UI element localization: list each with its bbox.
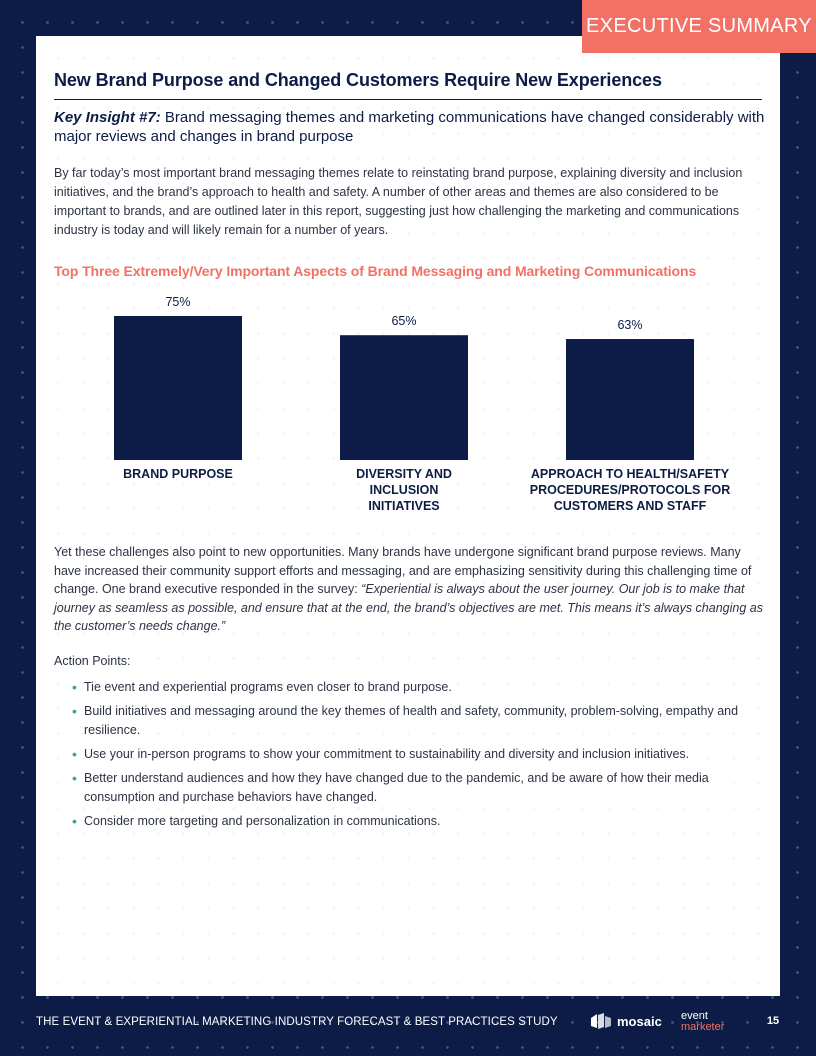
bullet-icon: • [72, 679, 77, 695]
body-paragraph-2 [54, 543, 766, 636]
page-number: 15 [766, 1015, 780, 1027]
action-point-text: Build initiatives and messaging around the key themes of health and safety, community, problem-solving, empathy and resilience. [84, 704, 739, 737]
footer-study-title: THE EVENT & EXPERIENTIAL MARKETING INDUSTRY FORECAST & BEST PRACTICES STUDY [36, 1016, 558, 1028]
executive-quote: “Experiential is always about the user journey. Our job is to make that journey as seamless as possible, and ensure that at the end, the brand’s objectives are met. This means it’s always changing as the customer’s needs change.” [54, 582, 763, 633]
bullet-icon: • [72, 770, 77, 786]
action-point [72, 769, 766, 807]
section-tag-label: EXECUTIVE SUMMARY [586, 15, 812, 37]
action-points-label: Action Points: [54, 654, 131, 668]
action-point-text: Tie event and experiential programs even closer to brand purpose. [84, 680, 452, 694]
category-label-line: PROCEDURES/PROTOCOLS FOR [529, 483, 731, 497]
bar [566, 339, 694, 460]
event-marketer-logo [681, 1011, 724, 1033]
event-marketer-logo-bottom: marketer [681, 1021, 725, 1033]
action-points-list [72, 678, 766, 836]
chart-title: Top Three Extremely/Very Important Aspects of Brand Messaging and Marketing Communications [54, 263, 697, 279]
action-point-text: Consider more targeting and personalization in communications. [84, 814, 441, 828]
action-point-text: Use your in-person programs to show your commitment to sustainability and diversity and inclusion initiatives. [84, 747, 690, 761]
key-insight-text: Brand messaging themes and marketing communications have changed considerably with major reviews and changes in brand purpose [54, 109, 765, 145]
intro-paragraph: By far today’s most important brand messaging themes relate to reinstating brand purpose, explaining diversity and inclusion initiatives, and the brand’s approach to health and safety. A number of other areas and themes are also considered to be important to brands, and are outlined later in this report, suggesting just how challenging the marketing and communications industry is today and will likely remain for a number of years. [54, 166, 743, 237]
page-title: New Brand Purpose and Changed Customers Require New Experiences [54, 70, 662, 90]
mosaic-logo-icon [590, 1012, 612, 1030]
bar [114, 316, 242, 460]
category-label [123, 467, 233, 481]
category-label-line: INITIATIVES [368, 499, 440, 513]
bar [340, 335, 468, 460]
action-point [72, 812, 766, 831]
data-label: 65% [391, 314, 417, 329]
bar-chart [54, 290, 766, 530]
data-label: 75% [165, 295, 191, 309]
key-insight-label: Key Insight #7: [54, 109, 161, 126]
category-label-line: CUSTOMERS AND STAFF [553, 499, 707, 513]
action-point [72, 745, 766, 764]
bullet-icon: • [72, 746, 77, 762]
data-label: 63% [617, 318, 643, 333]
category-label-line: INCLUSION [369, 483, 439, 497]
category-label-line: APPROACH TO HEALTH/SAFETY [530, 467, 730, 481]
action-point [72, 678, 766, 697]
mosaic-logo [590, 1012, 662, 1030]
section-tag [582, 0, 816, 53]
body-paragraph-2-text: Yet these challenges also point to new opportunities. Many brands have undergone significant brand purpose reviews. Many have increased their community support efforts and messaging, and are emphasizing sensitivity during this challenging time of change. One brand executive responded in the survey: [54, 545, 752, 596]
category-label [356, 467, 452, 513]
category-label [530, 467, 730, 513]
key-insight [54, 108, 766, 146]
bullet-icon: • [72, 703, 77, 719]
title-divider [54, 99, 762, 100]
bullet-icon: • [72, 813, 77, 829]
category-label-line: BRAND PURPOSE [123, 467, 233, 481]
category-label-line: DIVERSITY AND [356, 467, 452, 481]
mosaic-logo-text: mosaic [617, 1013, 662, 1029]
event-marketer-logo-top: event [681, 1010, 708, 1022]
action-point-text: Better understand audiences and how they have changed due to the pandemic, and be aware of how their media consumption and purchase behaviors have changed. [84, 771, 709, 804]
action-point [72, 702, 766, 740]
